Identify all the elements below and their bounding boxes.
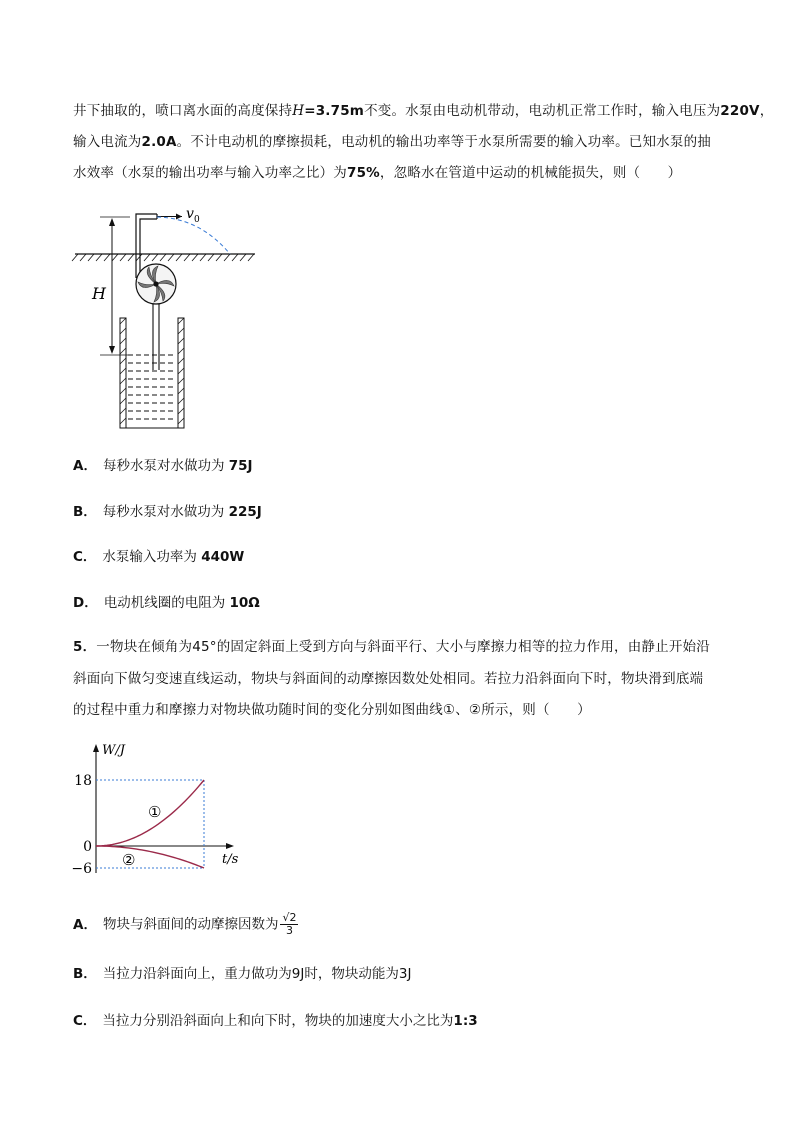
q4-text: 。不计电动机的摩擦损耗，电动机的输出功率等于水泵所需要的输入功率。已知水泵的抽 xyxy=(176,134,711,150)
option-label: C． xyxy=(73,1013,97,1029)
option-label: A． xyxy=(73,916,97,933)
q5-option-b[interactable] xyxy=(73,964,411,984)
velocity-subscript: 0 xyxy=(194,215,200,225)
velocity-arrowhead xyxy=(176,214,182,220)
q5-option-a[interactable] xyxy=(73,912,298,937)
q5-line-3 xyxy=(73,700,591,720)
q4-efficiency-value: 75% xyxy=(347,165,380,181)
q5-number: 5． xyxy=(73,639,97,655)
q4-option-b[interactable] xyxy=(73,502,262,522)
q4-line-1 xyxy=(73,101,773,121)
q4-text: 井下抽取的，喷口离水面的高度保持 xyxy=(73,103,293,119)
q5-text: 斜面向下做匀变速直线运动，物块与斜面间的动摩擦因数处处相同。若拉力沿斜面向下时，物块滑到底端 xyxy=(73,671,704,687)
option-value: 75J xyxy=(228,458,253,474)
guide-lines xyxy=(96,780,204,868)
y-tick-label: −6 xyxy=(71,861,92,877)
option-text: 物块与斜面间的动摩擦因数为 xyxy=(102,916,279,933)
q4-text: 输入电流为 xyxy=(73,134,142,150)
option-label: A． xyxy=(73,458,97,474)
option-value: 225J xyxy=(228,504,262,520)
y-tick-label: 18 xyxy=(74,773,92,789)
ground-hatch xyxy=(72,254,254,261)
q4-text: 不变。水泵由电动机带动，电动机正常工作时，输入电压为 xyxy=(364,103,721,119)
option-label: C． xyxy=(73,549,97,565)
option-text: 每秒水泵对水做功为 xyxy=(102,458,225,474)
q4-line-3 xyxy=(73,163,681,183)
y-axis-label: W/J xyxy=(102,743,125,758)
x-axis-arrow xyxy=(226,843,234,849)
option-value: 440W xyxy=(201,549,245,565)
option-value: 10Ω xyxy=(229,595,260,611)
option-text: 当拉力分别沿斜面向上和向下时，物块的加速度大小之比为 xyxy=(102,1013,454,1029)
pump-diagram xyxy=(70,200,270,435)
height-label: H xyxy=(92,284,106,303)
q4-voltage-value: 220V xyxy=(720,103,760,119)
fraction xyxy=(280,912,298,937)
y-axis-arrow xyxy=(93,744,99,752)
q4-current-value: 2.0A xyxy=(141,134,177,150)
q4-option-a[interactable] xyxy=(73,456,253,476)
q5-line-1 xyxy=(73,637,710,657)
water-surface xyxy=(128,355,176,419)
q5-line-2 xyxy=(73,669,703,689)
option-text: 水泵输入功率为 xyxy=(102,549,197,565)
q5-text: 的过程中重力和摩擦力对物块做功随时间的变化分别如图曲线①、②所示，则（ ） xyxy=(73,702,591,718)
option-label: B． xyxy=(73,966,97,982)
q4-option-c[interactable] xyxy=(73,547,244,567)
q4-option-d[interactable] xyxy=(73,593,260,613)
q4-text: ，忽略水在管道中运动的机械能损失，则（ ） xyxy=(379,165,682,181)
option-value: 1:3 xyxy=(453,1013,478,1029)
q4-text: ， xyxy=(759,103,774,119)
fraction-denominator: 3 xyxy=(285,924,293,937)
option-label: D． xyxy=(73,595,98,611)
curve-1-label: ① xyxy=(148,803,162,821)
q5-option-c[interactable] xyxy=(73,1011,478,1031)
option-text: 每秒水泵对水做功为 xyxy=(102,504,225,520)
fraction-numerator: √2 xyxy=(282,911,297,924)
tick-labels xyxy=(71,773,92,877)
q5-text: 一物块在倾角为45°的固定斜面上受到方向与斜面平行、大小与摩擦力相等的拉力作用，由静止开始沿 xyxy=(96,639,710,655)
curve-2-label: ② xyxy=(122,851,136,869)
velocity-label: v xyxy=(186,206,194,222)
q4-height-value: =3.75m xyxy=(304,103,365,119)
work-time-chart xyxy=(70,738,260,886)
curve-2-line xyxy=(96,846,204,868)
x-axis-label: t/s xyxy=(222,852,239,867)
option-label: B． xyxy=(73,504,97,520)
curves xyxy=(96,780,204,868)
option-text: 当拉力沿斜面向上，重力做功为9J时，物块动能为3J xyxy=(102,966,412,982)
q4-text: 水效率（水泵的输出功率与输入功率之比）为 xyxy=(73,165,347,181)
q4-line-2 xyxy=(73,132,711,152)
option-text: 电动机线圈的电阻为 xyxy=(103,595,226,611)
y-tick-label: 0 xyxy=(83,839,92,855)
q4-var-h: H xyxy=(292,103,305,119)
